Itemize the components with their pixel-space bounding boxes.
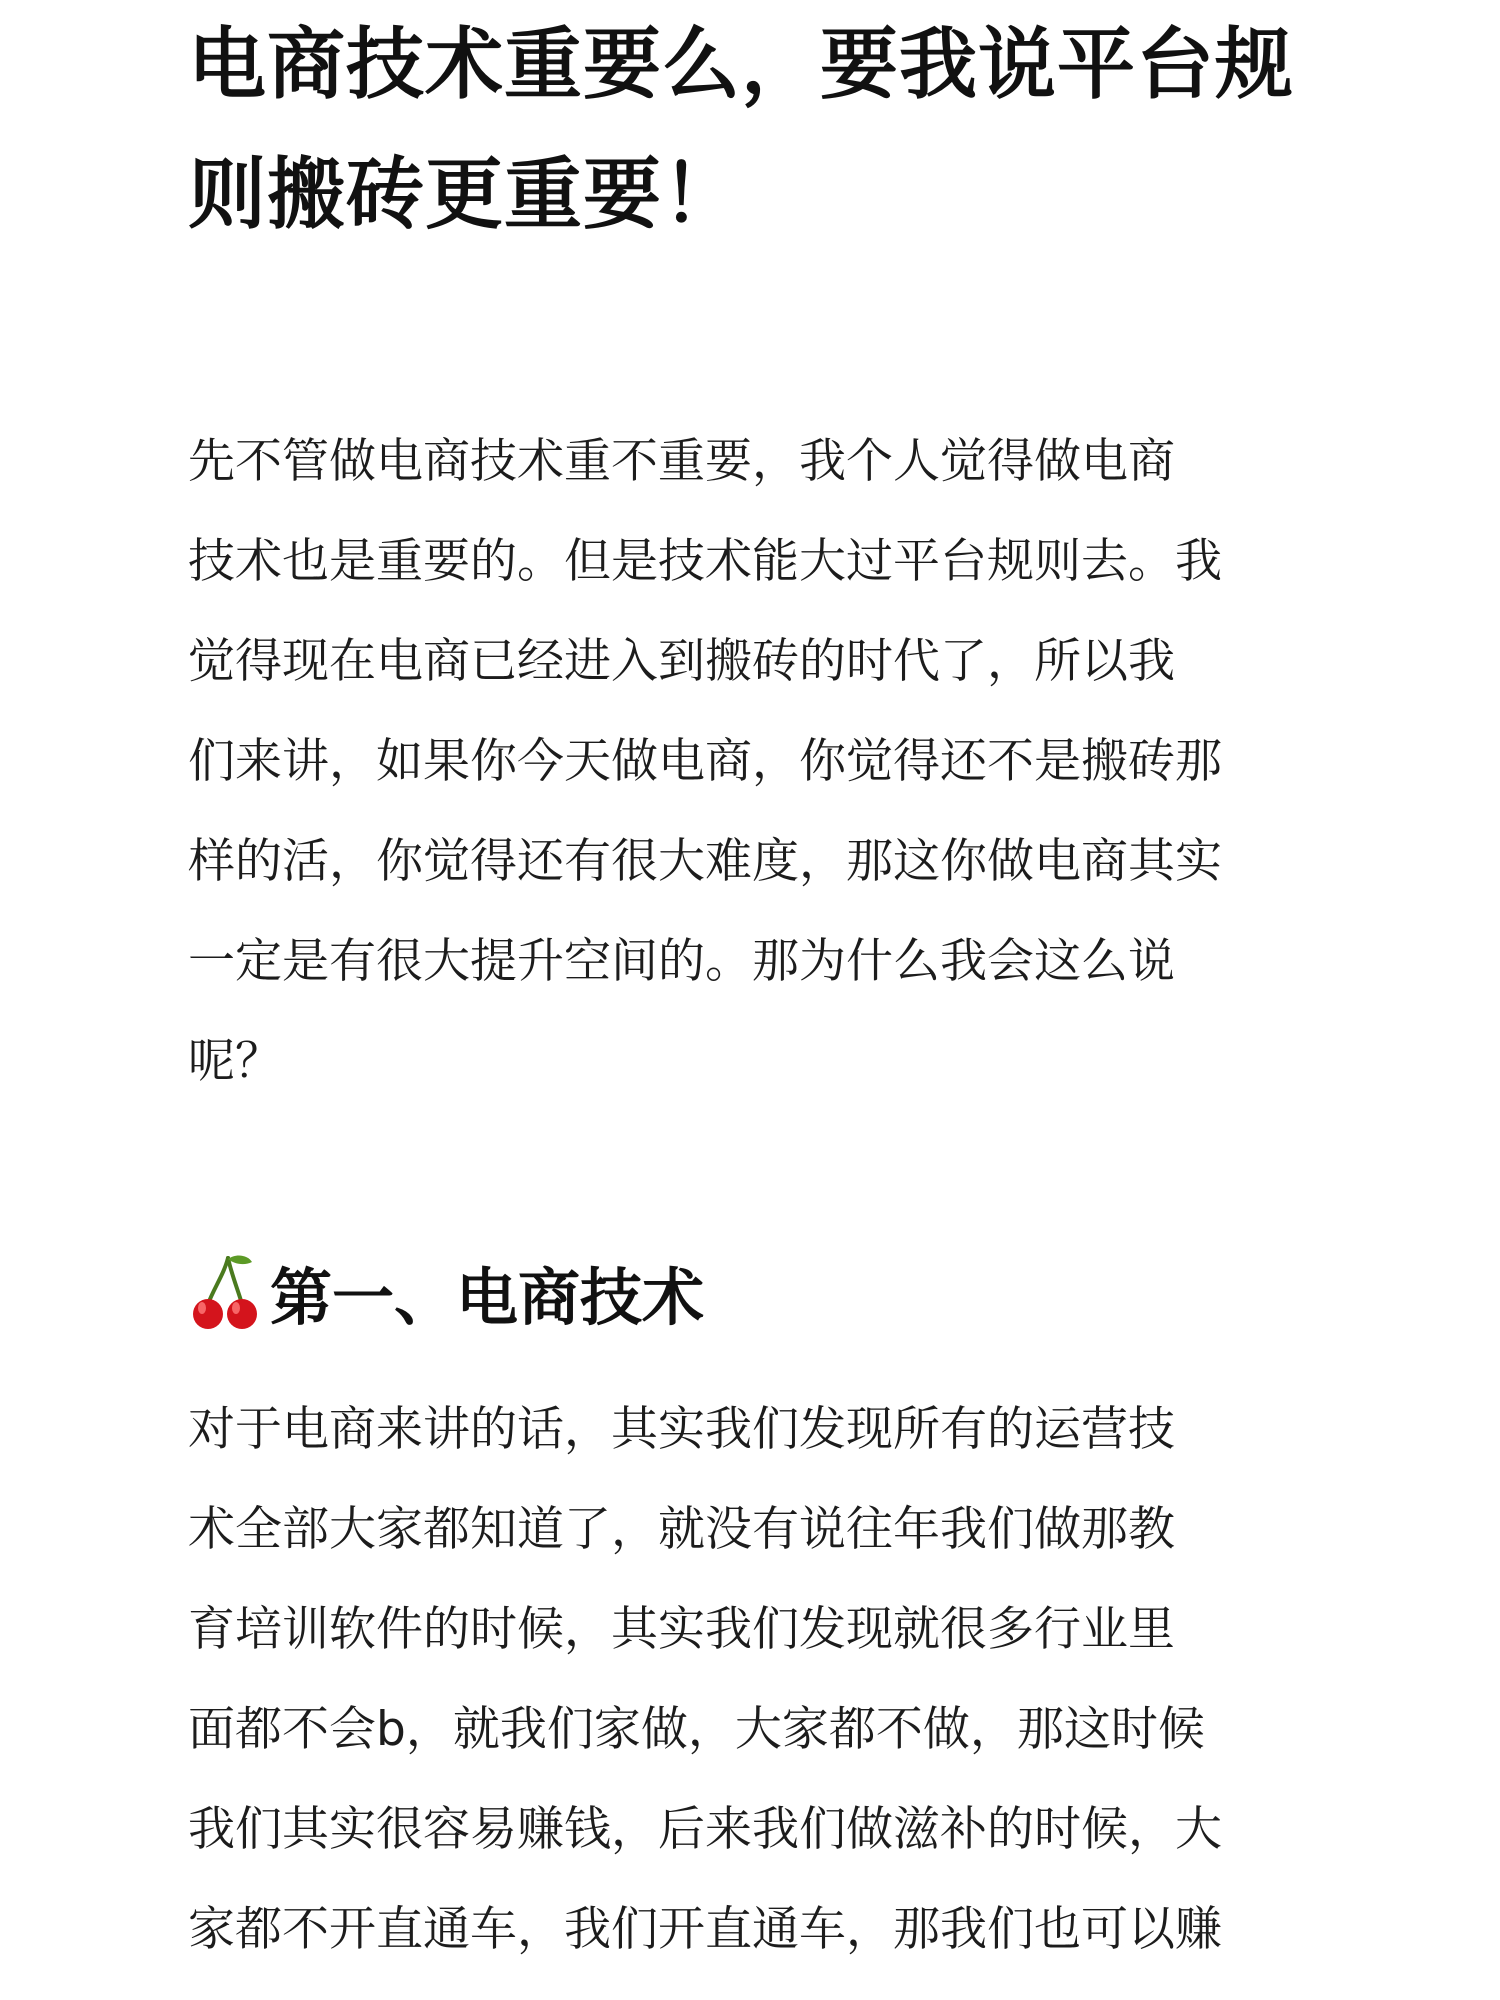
paragraph-line: 一定是有很大提升空间的。那为什么我会这么说 [188, 934, 1175, 989]
paragraph-line: 术全部大家都知道了，就没有说往年我们做那教 [188, 1502, 1175, 1557]
intro-paragraph [188, 412, 1328, 1112]
paragraph-line: 面都不会b，就我们家做，大家都不做，那这时候 [188, 1702, 1205, 1757]
paragraph-line: 们来讲，如果你今天做电商，你觉得还不是搬砖那 [188, 734, 1222, 789]
article-content [188, 0, 1328, 1980]
section-heading [188, 1252, 1328, 1332]
section-paragraph [188, 1380, 1328, 1980]
article-title [188, 0, 1328, 260]
paragraph-line: 觉得现在电商已经进入到搬砖的时代了，所以我 [188, 634, 1175, 689]
article-title-line: 则搬砖更重要！ [188, 150, 742, 240]
article-meta [188, 282, 1328, 322]
article-title-line: 电商技术重要么，要我说平台规 [188, 20, 1295, 110]
paragraph-line: 育培训软件的时候，其实我们发现就很多行业里 [188, 1602, 1175, 1657]
section-heading-text: 第一、电商技术 [270, 1260, 705, 1334]
paragraph-line: 对于电商来讲的话，其实我们发现所有的运营技 [188, 1402, 1175, 1457]
paragraph-line: 先不管做电商技术重不重要，我个人觉得做电商 [188, 434, 1175, 489]
paragraph-line: 家都不开直通车，我们开直通车，那我们也可以赚 [188, 1902, 1222, 1957]
cherry-icon [188, 1252, 264, 1332]
paragraph-line: 呢？ [188, 1034, 282, 1089]
paragraph-line: 技术也是重要的。但是技术能大过平台规则去。我 [188, 534, 1222, 589]
paragraph-line: 样的活，你觉得还有很大难度，那这你做电商其实 [188, 834, 1222, 889]
paragraph-line: 我们其实很容易赚钱，后来我们做滋补的时候，大 [188, 1802, 1222, 1857]
